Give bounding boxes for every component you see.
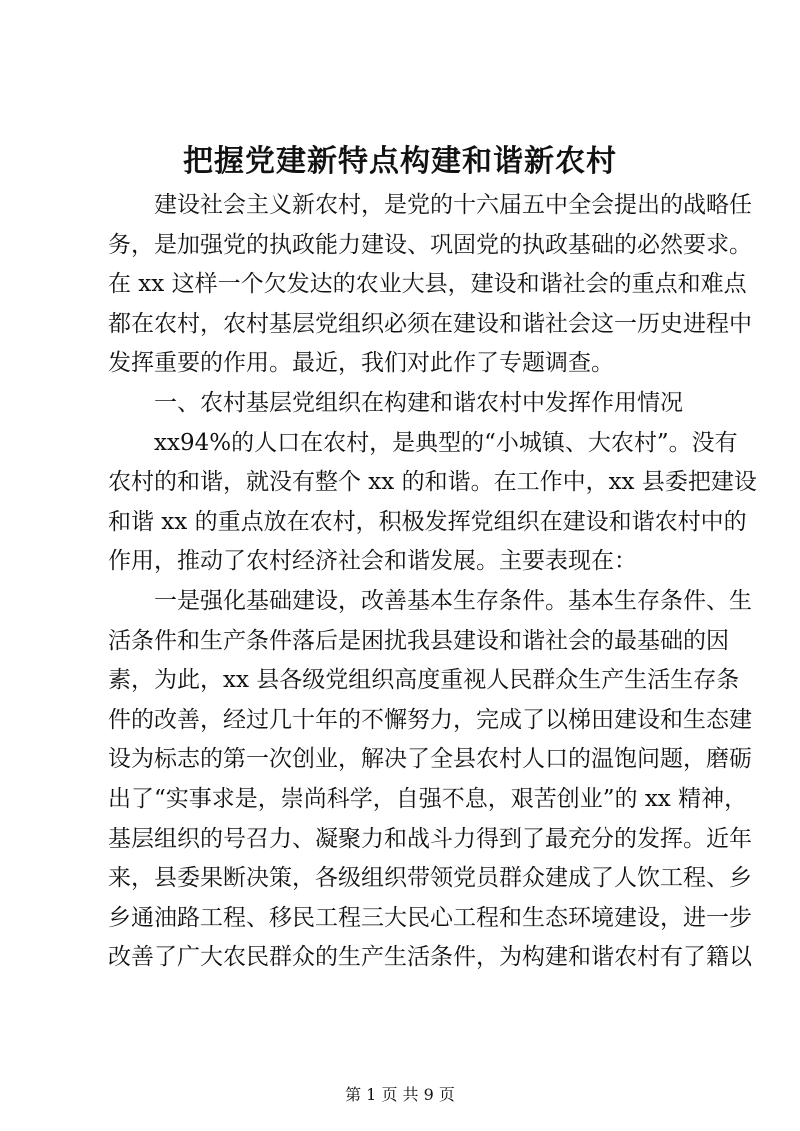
paragraph-2-line-3: 和谐 xx 的重点放在农村，积极发挥党组织在建设和谐农村中的 (108, 508, 747, 535)
paragraph-3-line-7: 基层组织的号召力、凝聚力和战斗力得到了最充分的发挥。近年 (108, 825, 752, 852)
paragraph-3-line-8: 来，县委果断决策，各级组织带领党员群众建成了人饮工程、乡 (108, 865, 752, 892)
paragraph-3-line-10: 改善了广大农民群众的生产生活条件，为构建和谐农村有了籍以 (108, 944, 752, 971)
paragraph-1-line-3: 在 xx 这样一个欠发达的农业大县，建设和谐社会的重点和难点 (108, 271, 747, 298)
paragraph-2-line-2: 农村的和谐，就没有整个 xx 的和谐。在工作中，xx 县委把建设 (108, 469, 757, 496)
paragraph-1-line-5: 发挥重要的作用。最近，我们对此作了专题调查。 (108, 350, 614, 377)
document-body (108, 186, 757, 978)
paragraph-3-line-1: 一是强化基础建设，改善基本生存条件。基本生存条件、生 (154, 587, 752, 614)
document-title: 把握党建新特点构建和谐新农村 (183, 144, 617, 179)
paragraph-2-line-1: xx94%的人口在农村，是典型的“小城镇、大农村”。没有 (154, 429, 738, 456)
paragraph-1-line-2: 务，是加强党的执政能力建设、巩固党的执政基础的必然要求。 (108, 231, 752, 258)
paragraph-3-line-9: 乡通油路工程、移民工程三大民心工程和生态环境建设，进一步 (108, 904, 752, 931)
paragraph-3-line-5: 设为标志的第一次创业，解决了全县农村人口的温饱问题，磨砺 (108, 746, 752, 773)
paragraph-3-line-2: 活条件和生产条件落后是困扰我县建设和谐社会的最基础的因 (108, 627, 729, 654)
paragraph-1-line-4: 都在农村，农村基层党组织必须在建设和谐社会这一历史进程中 (108, 310, 752, 337)
page-footer: 第 1 页 共 9 页 (345, 1085, 455, 1104)
section-heading: 一、农村基层党组织在构建和谐农村中发挥作用情况 (154, 389, 683, 416)
paragraph-3-line-3: 素，为此，xx 县各级党组织高度重视人民群众生产生活生存条 (108, 667, 740, 694)
paragraph-3-line-6: 出了“实事求是，崇尚科学，自强不息，艰苦创业”的 xx 精神， (108, 785, 748, 812)
paragraph-2-line-4: 作用，推动了农村经济社会和谐发展。主要表现在： (108, 548, 637, 575)
paragraph-3-line-4: 件的改善，经过几十年的不懈努力，完成了以梯田建设和生态建 (108, 706, 752, 733)
paragraph-1-line-1: 建设社会主义新农村，是党的十六届五中全会提出的战略任 (154, 192, 752, 218)
